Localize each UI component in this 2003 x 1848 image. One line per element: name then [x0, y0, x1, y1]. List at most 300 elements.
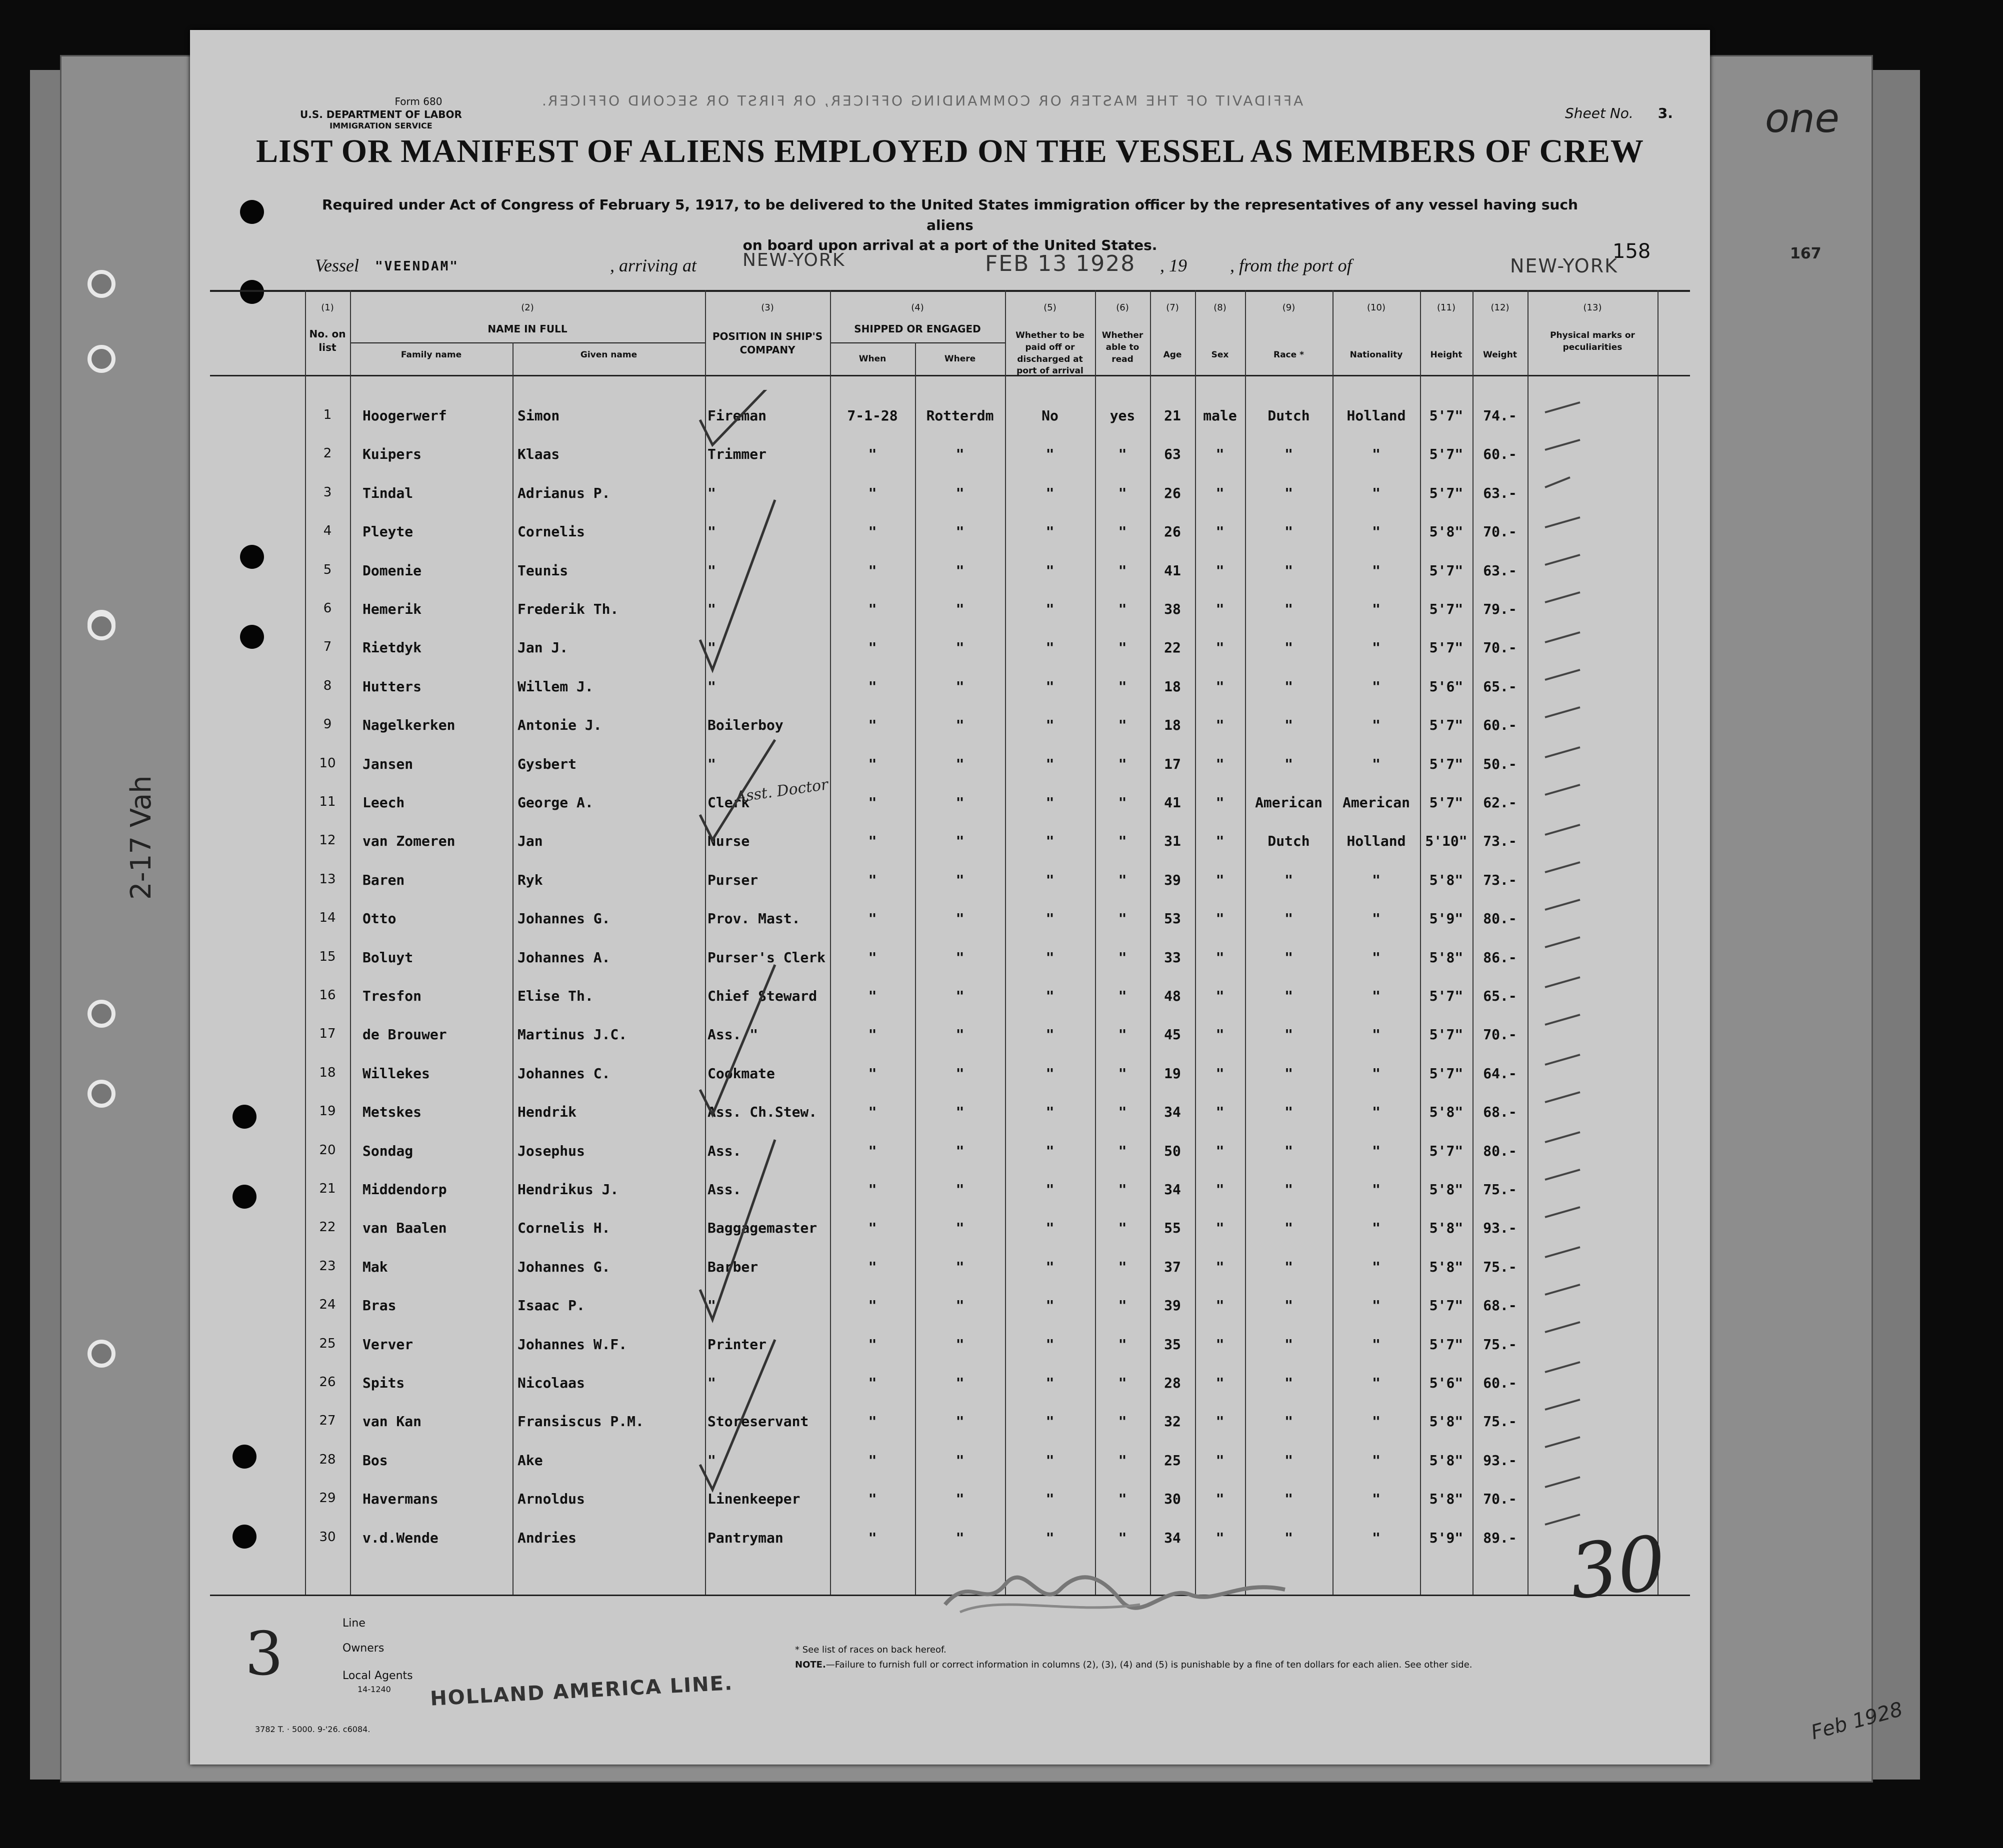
cell-shipped-where: "	[956, 910, 964, 927]
cell-family-name: Tresfon	[362, 988, 422, 1004]
cell-family-name: Middendorp	[362, 1181, 447, 1198]
cell-height: 5'8"	[1429, 523, 1464, 540]
cell-nationality: "	[1372, 949, 1380, 966]
cell-weight: 74.-	[1483, 407, 1517, 424]
cell-nationality: "	[1372, 523, 1380, 540]
cell-able-to-read: "	[1118, 1336, 1127, 1353]
cell-weight: 65.-	[1483, 678, 1517, 695]
cell-sex: "	[1216, 1181, 1224, 1198]
cell-family-name: Havermans	[362, 1491, 438, 1508]
cell-family-name: Sondag	[362, 1142, 414, 1159]
department-name: U.S. DEPARTMENT OF LABOR	[300, 108, 462, 120]
cell-paid-off: "	[1046, 601, 1054, 617]
cell-race: "	[1284, 639, 1293, 656]
cell-row-number: 9	[323, 717, 332, 732]
cell-race: "	[1284, 871, 1293, 888]
cell-height: 5'7"	[1429, 484, 1464, 501]
cell-nationality: "	[1372, 1220, 1380, 1237]
cell-paid-off: "	[1046, 1065, 1054, 1082]
cell-shipped-where: "	[956, 1375, 964, 1391]
cell-height: 5'8"	[1429, 1491, 1464, 1508]
cell-position: Trimmer	[708, 446, 767, 463]
cell-given-name: Adrianus P.	[518, 484, 610, 501]
cell-sex: "	[1216, 562, 1224, 579]
table-row	[190, 1365, 1710, 1403]
footer-owners-label: Owners	[342, 1642, 384, 1655]
cell-shipped-when: "	[868, 1065, 877, 1082]
cell-row-number: 29	[319, 1491, 336, 1506]
cell-race: "	[1284, 1026, 1293, 1043]
cell-age: 55	[1164, 1220, 1181, 1237]
cell-given-name: Johannes C.	[518, 1065, 610, 1082]
cell-sex: "	[1216, 1026, 1224, 1043]
cell-position: Clerk	[708, 794, 750, 811]
cell-height: 5'7"	[1429, 562, 1464, 579]
cell-shipped-when: 7-1-28	[847, 407, 898, 424]
cell-weight: 63.-	[1483, 484, 1517, 501]
cell-able-to-read: "	[1118, 949, 1127, 966]
cell-race: "	[1284, 1220, 1293, 1237]
cell-sex: "	[1216, 1491, 1224, 1508]
cell-height: 5'7"	[1429, 1026, 1464, 1043]
cell-race: "	[1284, 601, 1293, 617]
cell-nationality: "	[1372, 1529, 1380, 1546]
cell-shipped-when: "	[868, 1375, 877, 1391]
cell-sex: "	[1216, 833, 1224, 850]
cell-paid-off: "	[1046, 717, 1054, 734]
header-physical-marks: Physical marks or peculiarities	[1550, 330, 1635, 352]
cell-age: 41	[1164, 562, 1181, 579]
cell-given-name: Gysbert	[518, 755, 577, 772]
cell-sex: "	[1216, 678, 1224, 695]
cell-nationality: "	[1372, 601, 1380, 617]
cell-shipped-where: "	[956, 1452, 964, 1469]
cell-position: "	[708, 1452, 716, 1469]
footer-note-text: —Failure to furnish full or correct information in columns (2), (3), (4) and (5) is punishable by a fine of ten dollars for each alien. See other side.	[826, 1660, 1472, 1670]
cell-weight: 70.-	[1483, 1491, 1517, 1508]
cell-shipped-where: "	[956, 1258, 964, 1275]
cell-position: Ass. "	[708, 1026, 758, 1043]
cell-weight: 79.-	[1483, 601, 1517, 617]
cell-age: 34	[1164, 1529, 1181, 1546]
cell-family-name: Verver	[362, 1336, 414, 1353]
cell-sex: "	[1216, 1220, 1224, 1237]
cell-race: "	[1284, 988, 1293, 1004]
handwritten-corner-number: 3	[245, 1620, 284, 1689]
cell-row-number: 19	[319, 1104, 336, 1119]
cell-family-name: Kuipers	[362, 446, 422, 463]
cell-family-name: Otto	[362, 910, 396, 927]
table-row	[190, 939, 1710, 978]
cell-nationality: "	[1372, 1452, 1380, 1469]
cell-weight: 75.-	[1483, 1336, 1517, 1353]
punch-hole-icon	[240, 200, 264, 224]
table-row	[190, 436, 1710, 474]
cell-given-name: Jan J.	[518, 639, 568, 656]
cell-height: 5'6"	[1429, 1375, 1464, 1391]
cell-paid-off: "	[1046, 1529, 1054, 1546]
cell-given-name: Willem J.	[518, 678, 594, 695]
cell-shipped-when: "	[868, 1258, 877, 1275]
cell-shipped-when: "	[868, 1026, 877, 1043]
cell-sex: "	[1216, 1258, 1224, 1275]
cell-able-to-read: "	[1118, 678, 1127, 695]
cell-shipped-when: "	[868, 446, 877, 463]
cell-shipped-when: "	[868, 1413, 877, 1430]
cell-shipped-where: "	[956, 871, 964, 888]
cell-shipped-where: "	[956, 1104, 964, 1121]
cell-race: "	[1284, 755, 1293, 772]
cell-able-to-read: "	[1118, 1104, 1127, 1121]
cell-paid-off: "	[1046, 1181, 1054, 1198]
cell-row-number: 20	[319, 1142, 336, 1158]
table-row	[190, 629, 1710, 668]
cell-weight: 50.-	[1483, 755, 1517, 772]
bleed-through-text: AFFIDAVIT OF THE MASTER OR COMMANDING OFFICER, OR FIRST OR SECOND OFFICER.	[540, 92, 1304, 109]
binder-hole-icon	[88, 1340, 116, 1368]
cell-weight: 93.-	[1483, 1452, 1517, 1469]
cell-paid-off: "	[1046, 1104, 1054, 1121]
cell-nationality: "	[1372, 1104, 1380, 1121]
cell-shipped-when: "	[868, 1336, 877, 1353]
cell-family-name: Metskes	[362, 1104, 422, 1121]
cell-age: 28	[1164, 1375, 1181, 1391]
cell-nationality: "	[1372, 562, 1380, 579]
cell-nationality: "	[1372, 1491, 1380, 1508]
cell-shipped-where: "	[956, 1413, 964, 1430]
cell-position: "	[708, 1375, 716, 1391]
cell-row-number: 25	[319, 1336, 336, 1351]
cell-paid-off: "	[1046, 446, 1054, 463]
cell-row-number: 6	[323, 601, 332, 616]
cell-shipped-when: "	[868, 639, 877, 656]
cell-able-to-read: "	[1118, 910, 1127, 927]
cell-row-number: 24	[319, 1297, 336, 1313]
cell-age: 41	[1164, 794, 1181, 811]
cell-paid-off: "	[1046, 1336, 1054, 1353]
from-port-label: , from the port of	[1230, 255, 1352, 275]
cell-shipped-when: "	[868, 1297, 877, 1314]
subtitle-line-1: Required under Act of Congress of February 5, 1917, to be delivered to the United States immigration officer by the representatives of any vessel having such aliens	[322, 196, 1578, 233]
cell-weight: 75.-	[1483, 1413, 1517, 1430]
cell-able-to-read: "	[1118, 1220, 1127, 1237]
cell-position: Baggagemaster	[708, 1220, 818, 1237]
cell-shipped-where: "	[956, 1181, 964, 1198]
cell-race: "	[1284, 1413, 1293, 1430]
cell-given-name: Antonie J.	[518, 717, 602, 734]
page-title: LIST OR MANIFEST OF ALIENS EMPLOYED ON THE VESSEL AS MEMBERS OF CREW	[256, 133, 1644, 169]
cell-height: 5'9"	[1429, 1529, 1464, 1546]
cell-weight: 60.-	[1483, 446, 1517, 463]
cell-sex: "	[1216, 446, 1224, 463]
cell-position: "	[708, 678, 716, 695]
cell-race: "	[1284, 484, 1293, 501]
cell-given-name: Klaas	[518, 446, 560, 463]
binder-hole-icon	[88, 1000, 116, 1028]
handwritten-position-note: Asst. Doctor	[734, 776, 830, 806]
cell-shipped-when: "	[868, 1452, 877, 1469]
cell-shipped-when: "	[868, 1529, 877, 1546]
cell-position: "	[708, 523, 716, 540]
cell-shipped-when: "	[868, 1181, 877, 1198]
cell-age: 21	[1164, 407, 1181, 424]
cell-shipped-when: "	[868, 794, 877, 811]
cell-shipped-where: "	[956, 1065, 964, 1082]
underlying-page-number: 167	[1790, 245, 1822, 262]
footer-agents-label: Local Agents	[342, 1670, 413, 1682]
cell-shipped-where: "	[956, 1220, 964, 1237]
cell-row-number: 7	[323, 639, 332, 655]
cell-row-number: 5	[323, 562, 332, 577]
cell-row-number: 10	[319, 755, 336, 771]
cell-height: 5'7"	[1429, 794, 1464, 811]
table-row	[190, 784, 1710, 823]
cell-able-to-read: "	[1118, 639, 1127, 656]
cell-family-name: v.d.Wende	[362, 1529, 438, 1546]
cell-height: 5'8"	[1429, 1220, 1464, 1237]
column-number: (11)	[1437, 302, 1456, 313]
cell-shipped-where: "	[956, 949, 964, 966]
cell-nationality: "	[1372, 1026, 1380, 1043]
cell-race: "	[1284, 1297, 1293, 1314]
cell-paid-off: "	[1046, 1258, 1054, 1275]
cell-shipped-where: "	[956, 1529, 964, 1546]
cell-able-to-read: "	[1118, 794, 1127, 811]
cell-paid-off: "	[1046, 1142, 1054, 1159]
cell-family-name: Bras	[362, 1297, 396, 1314]
cell-shipped-when: "	[868, 1220, 877, 1237]
cell-nationality: "	[1372, 1258, 1380, 1275]
cell-shipped-where: "	[956, 717, 964, 734]
manifest-page	[190, 30, 1710, 1765]
header-name-in-full: NAME IN FULL	[488, 323, 568, 335]
cell-height: 5'7"	[1429, 1336, 1464, 1353]
header-family-name: Family name	[400, 350, 462, 360]
underlying-handwritten-note: one	[1765, 95, 1840, 141]
cell-shipped-when: "	[868, 717, 877, 734]
header-paid-off: Whether to be paid off or discharged at port of arrival	[1016, 330, 1084, 376]
cell-shipped-when: "	[868, 1491, 877, 1508]
cell-race: "	[1284, 1452, 1293, 1469]
cell-height: 5'8"	[1429, 1452, 1464, 1469]
cell-height: 5'8"	[1429, 1413, 1464, 1430]
cell-family-name: van Kan	[362, 1413, 422, 1430]
cell-age: 38	[1164, 601, 1181, 617]
table-row	[190, 1016, 1710, 1055]
cell-paid-off: "	[1046, 639, 1054, 656]
cell-family-name: Tindal	[362, 484, 414, 501]
cell-given-name: Ake	[518, 1452, 543, 1469]
footer-line-label: Line	[342, 1617, 366, 1630]
cell-height: 5'7"	[1429, 639, 1464, 656]
cell-sex: "	[1216, 1065, 1224, 1082]
cell-sex: "	[1216, 1297, 1224, 1314]
table-row	[190, 1094, 1710, 1132]
cell-able-to-read: "	[1118, 1026, 1127, 1043]
cell-shipped-when: "	[868, 562, 877, 579]
cell-nationality: Holland	[1346, 833, 1406, 850]
cell-family-name: Rietdyk	[362, 639, 422, 656]
cell-age: 39	[1164, 871, 1181, 888]
cell-family-name: Boluyt	[362, 949, 414, 966]
cell-row-number: 2	[323, 446, 332, 461]
cell-sex: "	[1216, 794, 1224, 811]
cell-nationality: "	[1372, 1297, 1380, 1314]
cell-paid-off: "	[1046, 1413, 1054, 1430]
cell-shipped-when: "	[868, 755, 877, 772]
cell-age: 18	[1164, 678, 1181, 695]
cell-shipped-when: "	[868, 988, 877, 1004]
cell-nationality: "	[1372, 871, 1380, 888]
cell-age: 19	[1164, 1065, 1181, 1082]
cell-able-to-read: "	[1118, 717, 1127, 734]
cell-weight: 80.-	[1483, 910, 1517, 927]
cell-race: Dutch	[1268, 833, 1310, 850]
cell-height: 5'7"	[1429, 1142, 1464, 1159]
cell-sex: "	[1216, 523, 1224, 540]
table-row	[190, 823, 1710, 861]
cell-shipped-where: "	[956, 1297, 964, 1314]
cell-age: 18	[1164, 717, 1181, 734]
cell-nationality: "	[1372, 988, 1380, 1004]
cell-paid-off: "	[1046, 1220, 1054, 1237]
table-row	[190, 397, 1710, 436]
cell-family-name: van Zomeren	[362, 833, 456, 850]
cell-shipped-when: "	[868, 871, 877, 888]
service-name: IMMIGRATION SERVICE	[330, 121, 432, 130]
page-subtitle	[320, 195, 1580, 256]
cell-able-to-read: "	[1118, 562, 1127, 579]
table-row	[190, 1326, 1710, 1365]
cell-row-number: 23	[319, 1258, 336, 1274]
cell-nationality: "	[1372, 1413, 1380, 1430]
cell-shipped-where: "	[956, 988, 964, 1004]
cell-able-to-read: "	[1118, 871, 1127, 888]
cell-age: 25	[1164, 1452, 1181, 1469]
cell-family-name: Hutters	[362, 678, 422, 695]
cell-shipped-where: "	[956, 562, 964, 579]
cell-age: 33	[1164, 949, 1181, 966]
cell-given-name: Cornelis	[518, 523, 585, 540]
cell-given-name: Andries	[518, 1529, 577, 1546]
cell-age: 32	[1164, 1413, 1181, 1430]
cell-race: American	[1255, 794, 1322, 811]
cell-position: Cookmate	[708, 1065, 775, 1082]
cell-paid-off: "	[1046, 562, 1054, 579]
cell-given-name: Martinus J.C.	[518, 1026, 628, 1043]
cell-family-name: Jansen	[362, 755, 414, 772]
cell-able-to-read: "	[1118, 1452, 1127, 1469]
cell-sex: "	[1216, 755, 1224, 772]
cell-shipped-when: "	[868, 484, 877, 501]
header-when: When	[858, 354, 886, 364]
cell-given-name: Simon	[518, 407, 560, 424]
header-race: Race *	[1274, 350, 1304, 360]
table-row	[190, 1481, 1710, 1519]
cell-race: "	[1284, 1104, 1293, 1121]
cell-weight: 89.-	[1483, 1529, 1517, 1546]
cell-position: "	[708, 601, 716, 617]
cell-age: 22	[1164, 639, 1181, 656]
cell-weight: 75.-	[1483, 1181, 1517, 1198]
header-age: Age	[1163, 350, 1182, 360]
table-row	[190, 552, 1710, 591]
cell-shipped-where: "	[956, 1491, 964, 1508]
cell-able-to-read: "	[1118, 1258, 1127, 1275]
cell-position: "	[708, 562, 716, 579]
cell-height: 5'7"	[1429, 717, 1464, 734]
cell-sex: "	[1216, 1529, 1224, 1546]
cell-height: 5'8"	[1429, 1181, 1464, 1198]
cell-given-name: Nicolaas	[518, 1375, 585, 1391]
cell-nationality: "	[1372, 484, 1380, 501]
cell-age: 39	[1164, 1297, 1181, 1314]
cell-weight: 68.-	[1483, 1297, 1517, 1314]
cell-sex: "	[1216, 1336, 1224, 1353]
cell-age: 45	[1164, 1026, 1181, 1043]
cell-position: "	[708, 639, 716, 656]
column-number: (13)	[1583, 302, 1602, 313]
cell-family-name: Mak	[362, 1258, 388, 1275]
cell-given-name: Josephus	[518, 1142, 585, 1159]
cell-able-to-read: "	[1118, 1375, 1127, 1391]
cell-family-name: Baren	[362, 871, 405, 888]
cell-age: 37	[1164, 1258, 1181, 1275]
cell-race: "	[1284, 1142, 1293, 1159]
cell-able-to-read: "	[1118, 988, 1127, 1004]
cell-family-name: Bos	[362, 1452, 388, 1469]
arriving-value: NEW-YORK	[742, 250, 846, 270]
subtitle-line-2: on board upon arrival at a port of the United States.	[742, 237, 1158, 254]
cell-weight: 80.-	[1483, 1142, 1517, 1159]
cell-shipped-where: "	[956, 1336, 964, 1353]
cell-family-name: Pleyte	[362, 523, 414, 540]
cell-position: Prov. Mast.	[708, 910, 800, 927]
column-number: (8)	[1214, 302, 1226, 313]
footer-agents-code: 14-1240	[358, 1685, 391, 1694]
cell-height: 5'7"	[1429, 988, 1464, 1004]
column-number: (9)	[1282, 302, 1296, 313]
cell-height: 5'7"	[1429, 601, 1464, 617]
cell-nationality: "	[1372, 1336, 1380, 1353]
cell-position: Storeservant	[708, 1413, 809, 1430]
cell-paid-off: "	[1046, 910, 1054, 927]
cell-sex: "	[1216, 601, 1224, 617]
cell-height: 5'8"	[1429, 1104, 1464, 1121]
cell-sex: "	[1216, 484, 1224, 501]
cell-shipped-where: "	[956, 523, 964, 540]
vessel-label: Vessel	[315, 255, 359, 275]
binder-hole-icon	[88, 270, 116, 298]
cell-age: 17	[1164, 755, 1181, 772]
cell-family-name: de Brouwer	[362, 1026, 447, 1043]
cell-weight: 70.-	[1483, 639, 1517, 656]
cell-row-number: 28	[319, 1452, 336, 1467]
cell-race: "	[1284, 1181, 1293, 1198]
cell-position: Barber	[708, 1258, 758, 1275]
cell-height: 5'8"	[1429, 949, 1464, 966]
cell-given-name: Jan	[518, 833, 543, 850]
cell-weight: 73.-	[1483, 871, 1517, 888]
table-row	[190, 1520, 1710, 1558]
table-row	[190, 707, 1710, 745]
column-number: (2)	[521, 302, 534, 313]
cell-race: "	[1284, 1065, 1293, 1082]
cell-given-name: Teunis	[518, 562, 568, 579]
cell-nationality: "	[1372, 1065, 1380, 1082]
cell-position: Ass. Ch.Stew.	[708, 1104, 818, 1121]
cell-weight: 60.-	[1483, 1375, 1517, 1391]
